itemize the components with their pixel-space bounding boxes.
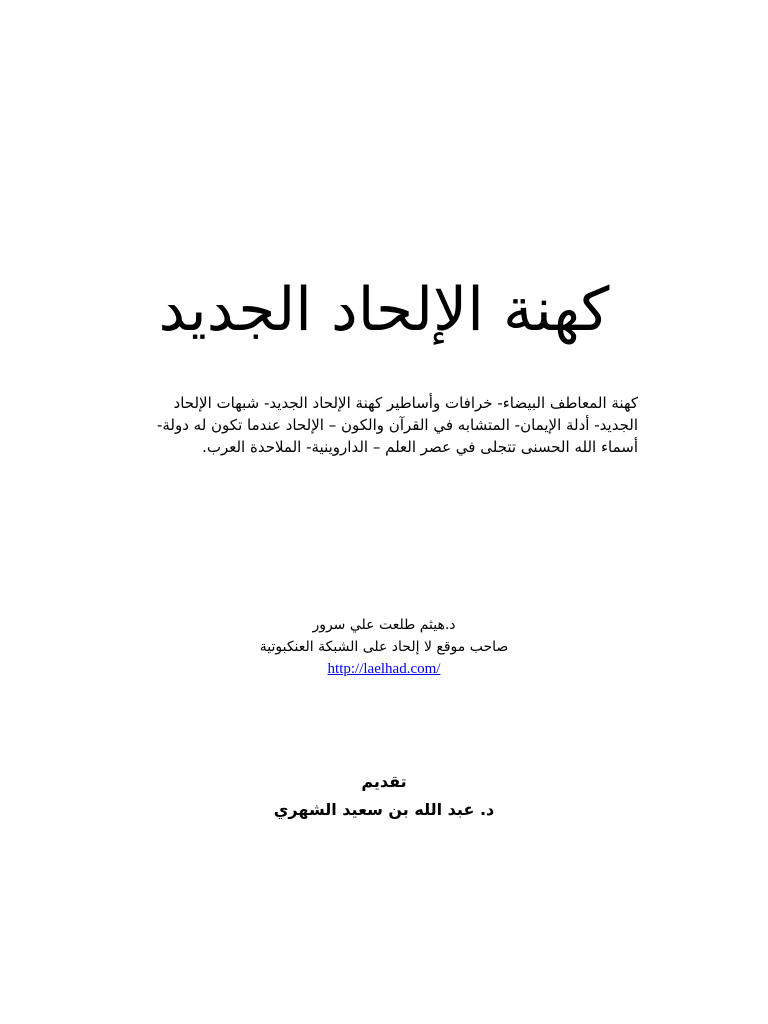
introduction-presenter: د. عبد الله بن سعيد الشهري <box>273 800 495 819</box>
author-website-line <box>0 658 768 680</box>
author-name: د.هيثم طلعت علي سرور <box>312 617 456 633</box>
introduction-label: تقديم <box>361 772 407 791</box>
author-block <box>0 614 768 680</box>
document-subtitle: كهنة المعاطف البيضاء- خرافات وأساطير كهنة الإلحاد الجديد- شبهات الإلحاد الجديد- أدلة الإيمان- المتشابه في القرآن والكون – الإلحاد عندما تكون له دولة- أسماء الله الحسنى تتجلى في عصر العلم – الداروينية- الملاحدة العرب. <box>156 394 638 456</box>
author-affiliation: صاحب موقع لا إلحاد على الشبكة العنكبوتية <box>259 639 509 655</box>
document-title: كهنة الإلحاد الجديد <box>158 275 610 345</box>
author-website-link[interactable]: http://laelhad.com/ <box>327 661 441 677</box>
introduction-block <box>0 768 768 824</box>
